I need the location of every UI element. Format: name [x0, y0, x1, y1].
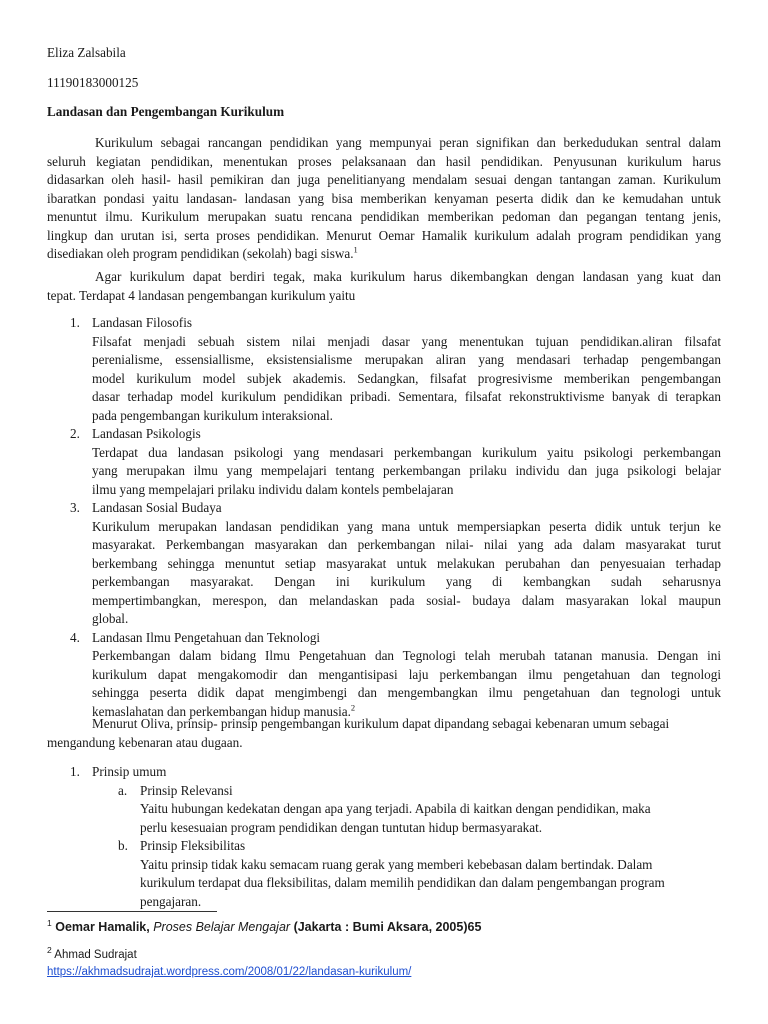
text-line: model kurikulum model subjek akademis. Sedangkan, filsafat progresivisme memberikan pengembangan [92, 370, 721, 386]
list-item-body [92, 647, 721, 721]
text-line: ibaratkan pondasi yaitu landasan- landasan yang bisa memberikan kenyaman peserta didik dan ke kemudahan untuk [47, 190, 721, 206]
list-item [0, 425, 768, 444]
footnote-author: Oemar Hamalik, [55, 920, 150, 934]
sub-list-letter: b. [118, 838, 128, 853]
text-line: Yaitu hubungan kedekatan dengan apa yang terjadi. Apabila di kaitkan dengan pendidikan, maka [140, 801, 651, 816]
text-line: didasarkan oleh hasil- hasil pemikiran dan juga penelitianyang mendalam sesuai dengan tantangan zaman. Kurikulum [47, 172, 721, 187]
text-line: Kurikulum merupakan landasan pendidikan yang mana untuk mempersiapkan peserta didik untuk terjun ke [92, 518, 721, 534]
author-name: Eliza Zalsabila [47, 45, 126, 60]
text-line: lingkup dan urutan isi, serta proses pendidikan. Menurut Oemar Hamalik kurikulum adalah program pendidikan yang [47, 227, 721, 243]
list-item-body [92, 333, 721, 426]
sub-list-item [0, 782, 768, 801]
text-line: yang merupakan ilmu yang mempelajari tentang perkembangan prilaku individu dan juga psikologi belajar [92, 463, 721, 478]
text-line: kurikulum dapat mengakomodir dan mengantisipasi laju perkembangan ilmu pengetahuan dan tegnologi [92, 666, 721, 682]
text-line: berkembang sehingga menuntut setiap masyarakat untuk melakukan perubahan dan penyesuaian terhadap [92, 555, 721, 571]
student-id: 11190183000125 [47, 75, 139, 90]
list-item-body [92, 518, 721, 629]
list-item [0, 314, 768, 333]
footnote-ref[interactable]: 1 [353, 244, 358, 255]
list-item [0, 499, 768, 518]
paragraph-3 [47, 715, 721, 752]
footnote-author: Ahmad Sudrajat [54, 949, 137, 961]
list-number: 4. [70, 629, 80, 645]
footnote-link[interactable]: https://akhmadsudrajat.wordpress.com/2008/01/22/landasan-kurikulum/ [47, 966, 412, 978]
text-line: kurikulum terdapat dua fleksibilitas, dalam memilih pendidikan dan dalam pengembangan program [140, 875, 665, 890]
text-line: mengandung kebenaran atau dugaan. [47, 734, 243, 750]
paragraph-2 [47, 268, 721, 305]
footnote-number: 2 [47, 945, 52, 956]
list-number: 2. [70, 426, 80, 441]
footnote-separator [47, 911, 217, 912]
list-item [0, 629, 768, 648]
text-line: pada pengembangan kurikulum interaksional. [92, 407, 333, 423]
intro-paragraph [47, 134, 721, 264]
footnote-number: 1 [47, 917, 52, 928]
sub-list-title: Prinsip Fleksibilitas [140, 838, 246, 853]
list-item [0, 763, 768, 782]
footnote-1 [47, 918, 481, 936]
text-line: seluruh kegiatan pendidikan, menentukan proses pelaksanaan dan hasil pendidikan. Penyusunan kurikulum harus [47, 153, 721, 169]
footnote-ref[interactable]: 2 [350, 702, 356, 713]
list-item-title: Landasan Filosofis [92, 315, 192, 330]
list-item-body [92, 444, 721, 500]
text-line: ilmu yang mempelajari prilaku individu dalam kontels pembelajaran [92, 481, 454, 497]
text-line: dasar terhadap model kurikulum pendidikan pribadi. Sementara, filsafat rekonstruktivisme banyak di terapkan [92, 389, 721, 404]
text-line: perlu kesesuaian program pendidikan dengan tuntutan hidup bermasyarakat. [140, 819, 543, 835]
text-line: pengajaran. [140, 893, 202, 909]
text-line: menuntut ilmu. Kurikulum merupakan suatu rencana pendidikan memberikan pedoman dan pegangan tentang jenis, [47, 209, 721, 224]
sub-list-letter: a. [118, 782, 128, 798]
text-line: Kurikulum sebagai rancangan pendidikan yang mempunyai peran signifikan dan berkedudukan sentral dalam [95, 135, 721, 150]
footnote-2 [47, 947, 411, 981]
list-item-title: Prinsip umum [92, 764, 167, 779]
sub-list-body [140, 856, 720, 912]
text-line: perenialisme, essensiallisme, eksistensialisme merupakan aliran yang mendasari terhadap pengembangan [92, 352, 721, 367]
footnote-publication: (Jakarta : Bumi Aksara, 2005)65 [293, 920, 482, 934]
text-line: global. [92, 611, 129, 626]
list-item-title: Landasan Ilmu Pengetahuan dan Teknologi [92, 629, 321, 645]
text-line: Menurut Oliva, prinsip- prinsip pengembangan kurikulum dapat dipandang sebagai kebenaran umum sebagai [92, 716, 670, 731]
text-line: masyarakat. Perkembangan masyarakan dan perkembangan nilai- nilai yang ada dalam masyarakat turut [92, 537, 721, 552]
prinsip-list [0, 763, 768, 911]
text-line: Filsafat menjadi sebuah sistem nilai menjadi dasar yang menentukan tujuan pendidikan.aliran filsafat [92, 333, 721, 349]
list-item-title: Landasan Sosial Budaya [92, 500, 222, 515]
document-title: Landasan dan Pengembangan Kurikulum [47, 104, 285, 119]
text-line: Agar kurikulum dapat berdiri tegak, maka kurikulum harus dikembangkan dengan landasan yang kuat dan [95, 269, 721, 284]
sub-list-item [0, 837, 768, 856]
footnote-book-title: Proses Belajar Mengajar [153, 920, 291, 934]
text-line: perkembangan masyarakat. Dengan ini kurikulum yang di kembangkan sudah seharusnya [92, 574, 721, 589]
text-line: kemaslahatan dan perkembangan hidup manusia. [92, 703, 351, 719]
text-line: sehingga peserta didik dapat mengimbengi dan mengembangkan ilmu pengetahuan dan tegnologi untuk [92, 685, 721, 700]
text-line: Perkembangan dalam bidang Ilmu Pengetahuan dan Tegnologi telah merubah tatanan manusia. Dengan ini [92, 648, 721, 663]
sub-list-body [140, 800, 720, 837]
list-number: 3. [70, 500, 80, 515]
landasan-list [0, 314, 768, 721]
list-item-title: Landasan Psikologis [92, 426, 201, 441]
list-number: 1. [70, 764, 80, 779]
sub-list-title: Prinsip Relevansi [140, 782, 233, 798]
text-line: disediakan oleh program pendidikan (sekolah) bagi siswa. [47, 246, 354, 261]
text-line: mempertimbangkan, merespon, dan melandaskan pada sosial- budaya dalam masyarakan lokal maupun [92, 592, 721, 608]
text-line: tepat. Terdapat 4 landasan pengembangan kurikulum yaitu [47, 287, 356, 303]
list-number: 1. [70, 315, 80, 330]
text-line: Terdapat dua landasan psikologi yang mendasari perkembangan kurikulum yaitu psikologi perkembangan [92, 444, 721, 460]
text-line: Yaitu prinsip tidak kaku semacam ruang gerak yang memberi kebebasan dalam bertindak. Dalam [140, 856, 653, 872]
